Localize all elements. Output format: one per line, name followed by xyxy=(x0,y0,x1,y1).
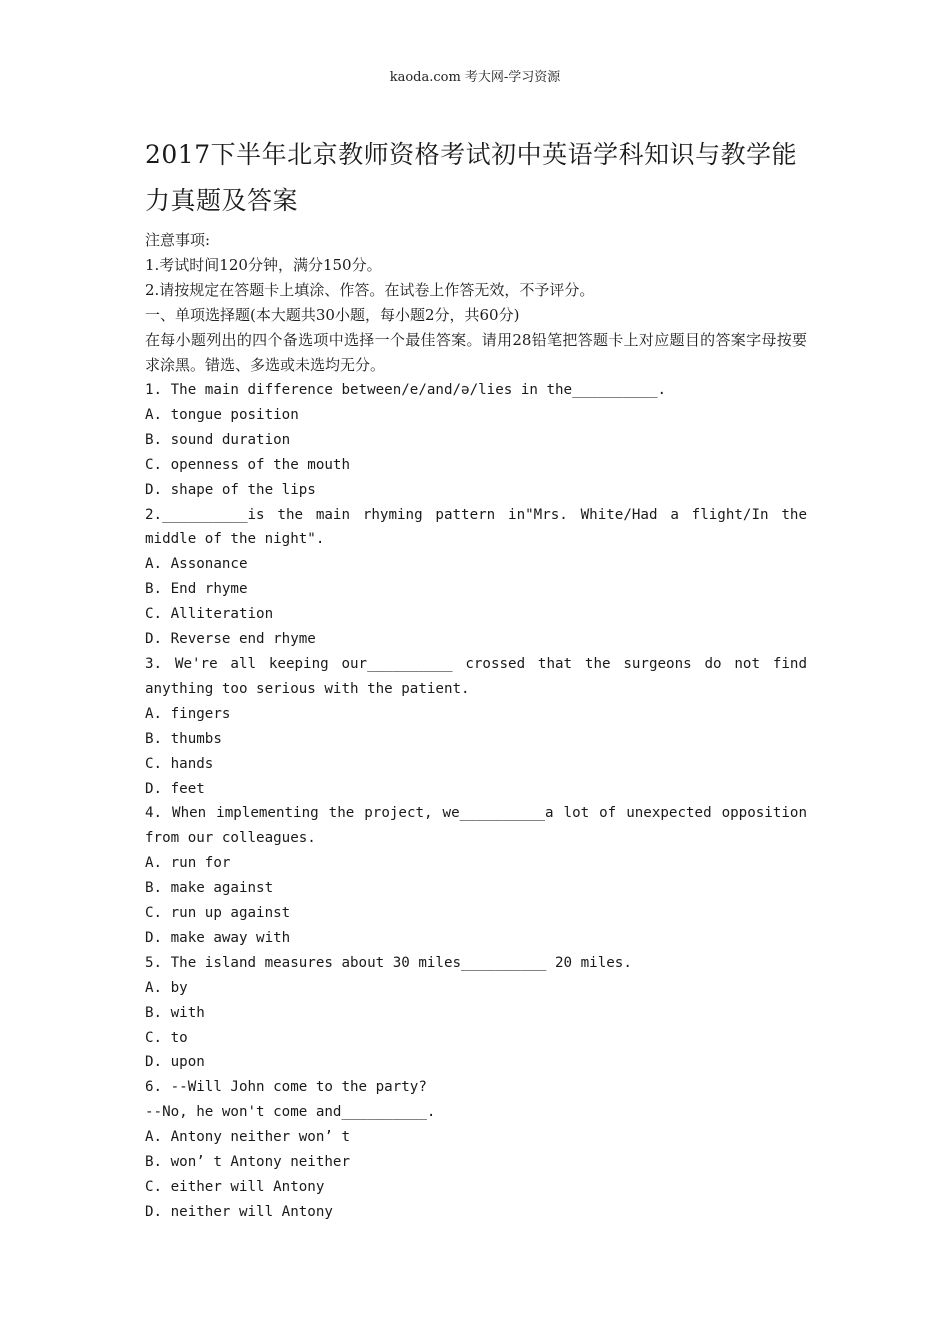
option: D. shape of the lips xyxy=(145,481,316,498)
option: B. make against xyxy=(145,880,274,897)
notes-block xyxy=(145,228,807,303)
notes-heading: 注意事项: xyxy=(145,231,211,249)
notes-item: 2.请按规定在答题卡上填涂、作答。在试卷上作答无效，不予评分。 xyxy=(145,281,595,299)
document-body xyxy=(145,132,807,1225)
option: B. with xyxy=(145,1004,205,1021)
question-stem-reply: --No, he won't come and__________. xyxy=(145,1104,436,1121)
option: B. won’ t Antony neither xyxy=(145,1154,350,1171)
option: C. either will Antony xyxy=(145,1179,325,1195)
option: C. openness of the mouth xyxy=(145,456,350,473)
question-5 xyxy=(145,951,807,1076)
option: B. End rhyme xyxy=(145,581,248,598)
question-4 xyxy=(145,801,807,950)
option: D. neither will Antony xyxy=(145,1203,333,1220)
option: C. Alliteration xyxy=(145,606,274,623)
question-stem: 4. When implementing the project, we__________a lot of unexpected opposition from our colleagues. xyxy=(145,805,807,847)
option: D. Reverse end rhyme xyxy=(145,631,316,648)
question-stem: 2.__________is the main rhyming pattern in"Mrs. White/Had a flight/In the middle of the night". xyxy=(145,506,807,548)
option: B. thumbs xyxy=(145,730,222,747)
question-1 xyxy=(145,378,807,503)
option: D. feet xyxy=(145,780,205,797)
section-title: 一、单项选择题(本大题共30小题，每小题2分，共60分) xyxy=(145,306,520,324)
option: A. run for xyxy=(145,855,231,872)
question-stem: 3. We're all keeping our__________ crossed that the surgeons do not find anything too serious with the patient. xyxy=(145,655,807,697)
page-header: kaoda.com 考大网-学习资源 xyxy=(389,70,561,85)
option: A. Assonance xyxy=(145,556,248,573)
question-stem: 5. The island measures about 30 miles__________ 20 miles. xyxy=(145,954,632,971)
section-instruction: 在每小题列出的四个备选项中选择一个最佳答案。请用28铅笔把答题卡上对应题目的答案字母按要求涂黑。错选、多选或未选均无分。 xyxy=(145,331,807,374)
option: D. upon xyxy=(145,1054,205,1071)
option: B. sound duration xyxy=(145,431,291,448)
option: A. Antony neither won’ t xyxy=(145,1129,350,1146)
question-2 xyxy=(145,503,807,652)
option: A. tongue position xyxy=(145,406,299,423)
option: C. run up against xyxy=(145,905,291,922)
option: A. by xyxy=(145,979,188,996)
document-title: 2017下半年北京教师资格考试初中英语学科知识与教学能力真题及答案 xyxy=(145,140,798,215)
option: D. make away with xyxy=(145,929,291,946)
option: C. to xyxy=(145,1029,188,1046)
option: C. hands xyxy=(145,755,214,772)
question-3 xyxy=(145,652,807,801)
question-stem: 6. --Will John come to the party? xyxy=(145,1079,427,1096)
question-stem: 1. The main difference between/e/and/ə/lies in the__________. xyxy=(145,382,667,398)
question-6 xyxy=(145,1075,807,1224)
option: A. fingers xyxy=(145,705,231,722)
notes-item: 1.考试时间120分钟，满分150分。 xyxy=(145,256,382,274)
